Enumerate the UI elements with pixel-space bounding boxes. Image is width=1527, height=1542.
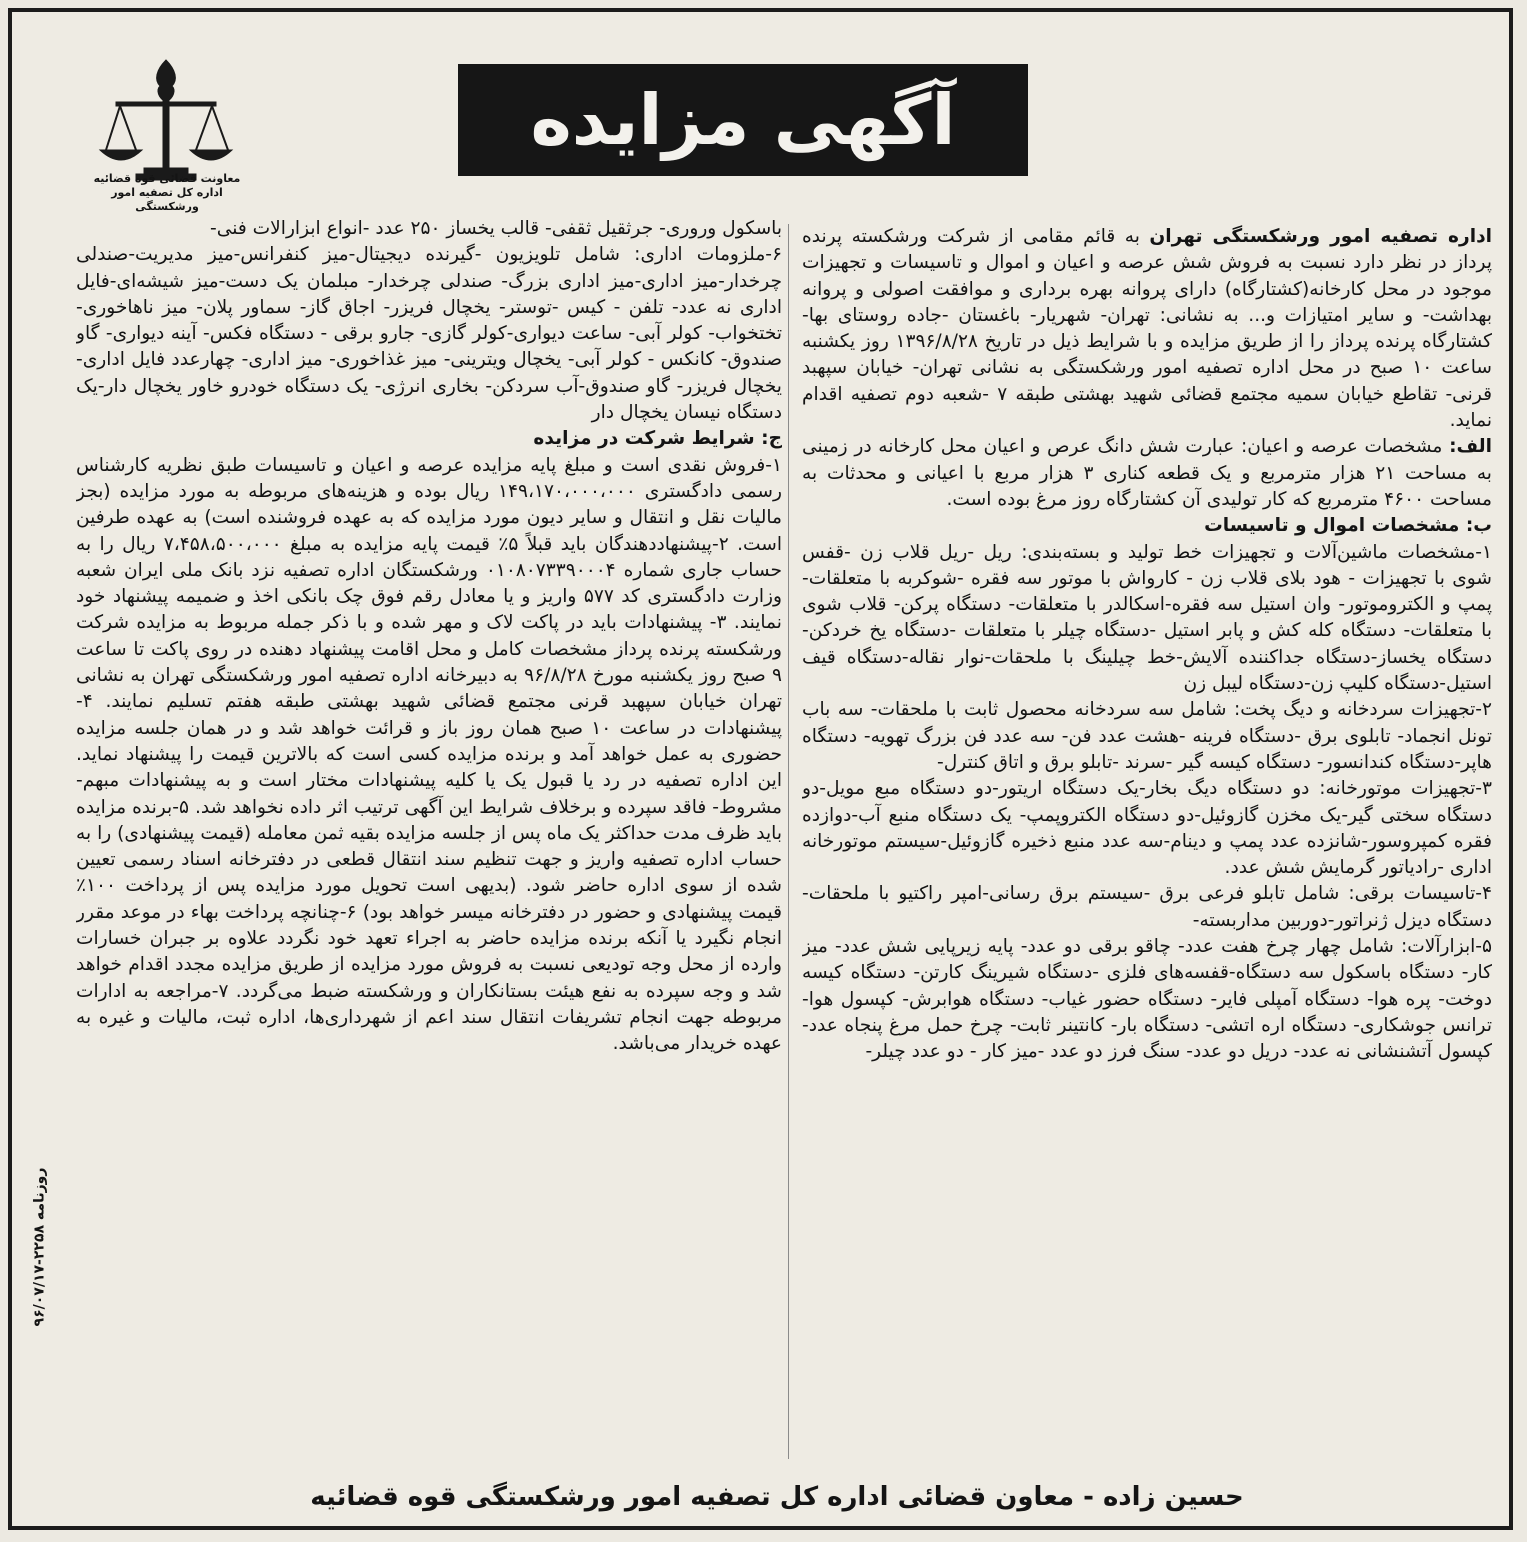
item-5: ۵-ابزارآلات: شامل چهار چرخ هفت عدد- چاقو برقی دو عدد- پایه زیرپایی شش عدد- میز کار- دستگاه باسکول سه دستگاه-قفسه‌های فلزی -دستگاه شیرینگ کارتن- دستگاه کیسه دوخت- پره هوا- دستگاه آمپلی فایر- دستگاه حضور غیاب- دستگاه هوابرش- کپسول هوا- ترانس جوشکاری- دستگاه اره اتشی- دستگاه بار- کانتینر ثابت- چرخ حمل مرغ پنجاه عدد- کپسول آتشنشانی نه عدد- دریل دو عدد- سنگ فرز دو عدد -میز کار - دو عدد چیلر- (802, 936, 1492, 1063)
emblem-caption-line1: معاونت قضائی قوه قضائیه (93, 172, 241, 185)
sidebar-text: روزنامه ۲۲۵۸-۹۶/۰۷/۱۷ (31, 1167, 47, 1327)
emblem-caption (82, 172, 252, 214)
emblem-caption-line2: اداره کل تصفیه امور ورشکستگی (111, 186, 223, 213)
column-divider (788, 224, 789, 1459)
footer-signature: حسین زاده - معاون قضائی اداره کل تصفیه امور ورشکستگی قوه قضائیه (310, 1482, 1244, 1512)
item-6: ۶-ملزومات اداری: شامل تلویزیون -گیرنده دیجیتال-میز کنفرانس-میز مدیریت-صندلی چرخدار-میز اداری-میز اداری بزرگ- صندلی چرخدار- مبلمان یک دست-میز شیشه‌ای-فایل اداری نه عدد- تلفن - کیس -توستر- یخچال فریزر- اجاق گاز- سماور پلان- میز ناهاخوری- تختخواب- کولر آبی- ساعت دیواری-کولر گازی- جارو برقی - دستگاه فکس- آینه دیواری- گاو صندوق- کانکس - کولر آبی- یخچال ویترینی- میز غذاخوری- میز اداری- چهارعدد فایل اداری- یخچال فریزر- گاو صندوق-آب سردکن- بخاری انرژی- یک دستگاه خودرو خاور یخچال دار-یک دستگاه نیسان یخچال دار (76, 244, 782, 424)
item-4: ۴-تاسیسات برقی: شامل تابلو فرعی برق -سیستم برق رسانی-امپر راکتیو با ملحقات-دستگاه دیزل ژنراتور-دوربین مداربسته- (802, 883, 1492, 931)
section-alef-text: مشخصات عرصه و اعیان: عبارت شش دانگ عرص و اعیان محل کارخانه در زمینی به مساحت ۲۱ هزار مترمربع و یک قطعه کناری ۳ هزار مربع با اعیانی و محدثات به مساحت ۴۶۰۰ مترمربع که کار تولیدی آن کشتارگاه روز مرغ بوده است. (802, 436, 1492, 510)
item-2: ۲-تجهیزات سردخانه و دیگ پخت: شامل سه سردخانه محصول ثابت با ملحقات- سه باب تونل انجماد- تابلوی برق -دستگاه فرینه -هشت عدد فن- سه عدد فن بزرگ تهویه- دستگاه هاپر-دستگاه کندانسور- دستگاه کیسه گیر -سرند -تابلو برق و اتاق کنترل- (802, 699, 1492, 773)
intro-bold: اداره تصفیه امور ورشکستگی تهران (1149, 226, 1492, 247)
section-alef (802, 434, 1492, 513)
sidebar-newspaper-ref (24, 1127, 54, 1367)
section-be-heading: ب: مشخصات اموال و تاسیسات (1204, 515, 1492, 537)
conditions-text: ۱-فروش نقدی است و مبلغ پایه مزایده عرصه و اعیان و تاسیسات طبق نظریه کارشناس رسمی دادگستری ۱۴۹،۱۷۰،۰۰۰،۰۰۰ ریال بوده و هزینه‌های مربوطه به مورد مزایده (بجز مالیات نقل و انتقال و سایر دیون مورد مزایده که به عهده فروشنده است) به عهده طرفین است. ۲-پیشنهاددهندگان باید قبلاً ۵٪ قیمت پایه مزایده به مبلغ ۷،۴۵۸،۵۰۰،۰۰۰ ریال را به حساب جاری شماره ۰۱۰۸۰۷۳۳۹۰۰۰۴ ورشکستگان اداره تصفیه نزد بانک ملی ایران شعبه وزارت دادگستری کد ۵۷۷ واریز و یا معادل رقم فوق چک بانکی اخذ و ضمیمه پیشنهاد خود نمایند. ۳- پیشنهادات باید در پاکت لاک و مهر شده و با ذکر جمله مربوط به مزایده شرکت ورشکسته پرنده پرداز مشخصات کامل و محل اقامت پیشنهاد دهنده در روی پاکت تا ساعت ۹ صبح روز یکشنبه مورخ ۹۶/۸/۲۸ به دبیرخانه اداره تصفیه امور ورشکستگی تهران به نشانی تهران خیابان سپهبد قرنی مجتمع قضائی شهید بهشتی طبقه هفتم تسلیم نمایند. ۴- پیشنهادات در ساعت ۱۰ صبح همان روز باز و قرائت خواهد شد و در همان جلسه مزایده حضوری به عمل خواهد آمد و برنده مزایده کسی است که بالاترین قیمت را پیشنهاد نماید. این اداره تصفیه در رد یا قبول یک یا کلیه پیشنهادات مختار است و به پیشنهادات مبهم- مشروط- فاقد سپرده و برخلاف شرایط این آگهی ترتیب اثر داده نخواهد شد. ۵-برنده مزایده باید ظرف مدت حداکثر یک ماه پس از جلسه مزایده بقیه ثمن معامله (قیمت پیشنهادی) را به حساب اداره تصفیه واریز و جهت تنظیم سند انتقال قطعی در دفترخانه اسناد رسمی تعیین شده از سوی اداره حاضر شود. (بدیهی است تحویل مورد مزایده پس از پرداخت ۱۰۰٪ قیمت پیشنهادی و حضور در دفترخانه میسر خواهد بود) ۶-چنانچه پرداخت بهاء در موعد مقرر انجام نگیرد یا آنکه برنده مزایده حاضر به اجراء تعهد خود نگردد علاوه بر جبران خسارات وارده از محل وجه تودیعی نسبت به فروش مورد مزایده از طریق مزایده مجدد اقدام خواهد شد و وجه سپرده به نفع هیئت بستانکاران و ورشکسته ضبط می‌گردد. ۷-مراجعه به ادارات مربوطه جهت انجام تشریفات انتقال سند اعم از شهرداری‌ها، اداره ثبت، مالیات و غیره به عهده خریدار می‌باشد. (76, 454, 782, 1055)
left-column (76, 216, 782, 1461)
intro-text: به قائم مقامی از شرکت ورشکسته پرنده پرداز در نظر دارد نسبت به فروش شش عرصه و اعیان و اموال و تاسیسات و تجهیزات موجود در محل کارخانه(کشتارگاه) دارای پروانه بهره برداری و موافقت اصولی و پروانه بهداشت- و سایر امتیازات و... به نشانی: تهران- شهریار- باغستان -جاده روستای بها- کشتارگاه پرنده پرداز را از طریق مزایده و با شرایط ذیل در تاریخ ۱۳۹۶/۸/۲۸ روز یکشنبه ساعت ۱۰ صبح در محل اداره تصفیه امور ورشکستگی به نشانی تهران- خیابان سپهبد قرنی- تقاطع خیابان سمیه مجتمع قضائی شهید بهشتی طبقه ۷ -شعبه دوم تصفیه اقدام نماید. (802, 226, 1492, 432)
intro-paragraph (802, 224, 1492, 434)
right-column (802, 224, 1492, 1469)
item-5-continued: باسکول وروری- جرثقیل ثقفی- قالب یخساز ۲۵۰ عدد -انواع ابزارالات فنی- (210, 218, 782, 239)
item-1: ۱-مشخصات ماشین‌آلات و تجهیزات خط تولید و بسته‌بندی: ریل -ریل قلاب زن -قفس شوی با تجهیزات - هود بلای قلاب زن - کارواش با موتور سه فقره -شوکربه با متعلقات- پمپ و الکتروموتور- وان استیل سه فقره-اسکالدر با متعلقات- دستگاه پرکن- قلاب شوی با متعلقات- دستگاه کله کش و پابر استیل -دستگاه چیلر با متعلقات -دستگاه یخ خردکن- دستگاه یخساز-دستگاه جداکننده آلایش-خط چیلینگ با ملحقات-نوار نقاله-دستگاه قیف استیل-دستگاه کلیپ زن-دستگاه لیبل زن (802, 541, 1492, 695)
notice-title: آگهی مزایده (458, 64, 1028, 176)
section-alef-label: الف: (1449, 436, 1492, 458)
item-3: ۳-تجهیزات موتورخانه: دو دستگاه دیگ بخار-یک دستگاه اریتور-دو دستگاه مبع مویل-دو دستگاه سختی گیر-یک مخزن گازوئیل-دو دستگاه الکتروپمپ- یک دستگاه منبع آب-دوازده فقره کمپروسور-شانزده عدد پمپ و دینام-سه عدد منبع ذخیره گازوئیل-سیستم موتورخانه اداری -رادیاتور گرمایش شش عدد. (802, 778, 1492, 879)
section-je-heading: ج: شرایط شرکت در مزایده (533, 428, 782, 450)
notice-page (8, 8, 1513, 1530)
